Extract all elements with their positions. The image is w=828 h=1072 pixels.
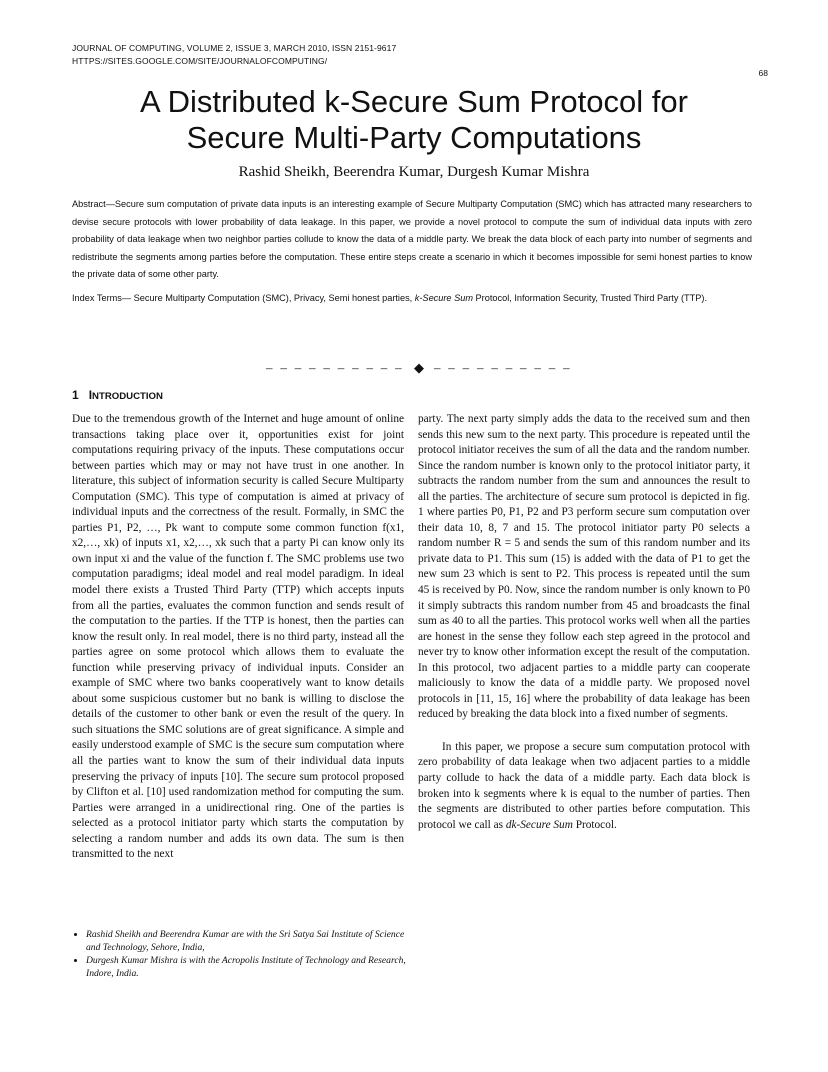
paper-title-line2: Secure Multi-Party Computations [186, 120, 642, 155]
index-terms-italic: k-Secure Sum [414, 293, 473, 303]
right-column [418, 412, 750, 833]
divider-left: – – – – – – – – – – [266, 360, 404, 375]
journal-header-line1: JOURNAL OF COMPUTING, VOLUME 2, ISSUE 3, MARCH 2010, ISSN 2151-9617 [72, 43, 397, 53]
paper-title [0, 84, 828, 156]
section-divider [266, 360, 572, 376]
index-terms-text-end: Protocol, Information Security, Trusted Third Party (TTP). [473, 293, 708, 303]
page-number: 68 [758, 68, 768, 78]
abstract: Abstract—Secure sum computation of private data inputs is an interesting example of Secure Multiparty Computation (SMC) which has attracted many researchers to devise secure protocols with lower probability of data leakage. In this paper, we provide a novel protocol to compute the sum of individual data inputs with zero probability of data leakage when two neighbor parties collude to know the data of a middle party. We break the data block of each party into number of segments and redistribute the segments among parties before the computation. These entire steps create a scenario in which it becomes impossible for semi honest parties to know the private data of some other party. [72, 199, 752, 279]
index-terms-text: Index Terms— Secure Multiparty Computation (SMC), Privacy, Semi honest parties, [72, 293, 415, 303]
journal-header-line2: HTTPS://SITES.GOOGLE.COM/SITE/JOURNALOFCOMPUTING/ [72, 56, 328, 66]
right-column-paragraph-1: party. The next party simply adds the data to the received sum and then sends this new sum to the next party. This procedure is repeated until the protocol initiator receives the sum of all the data and the random number. Since the random number is known only to the protocol initiator party, it subtracts the random number from the sum and announces the result to all the parties. The architecture of secure sum protocol is depicted in fig. 1 where parties P0, P1, P2 and P3 perform secure sum computation over their data 10, 8, 7 and 15. The protocol initiator party P0 selects a random number R = 5 and sends the sum of this random number and its private data to P1. This sum (15) is added with the data of P1 to get the new sum 23 which is sent to P2. This process is repeated until the sum 45 is received by P0. Now, since the random number is only known to P0 it simply subtracts this random number from 45 and broadcasts the final sum as 40 to all the parties. This protocol works well when all the parties are honest in the sense they follow each step agreed in the protocol and never try to know other information except the result of the computation. In this protocol, two adjacent parties to a middle party can cooperate maliciously to know the data of a middle party. We proposed novel protocols in [11, 15, 16] where the probability of data leakage has been reduced by breaking the data block into a fixed number of segments. [418, 413, 750, 721]
paper-authors: Rashid Sheikh, Beerendra Kumar, Durgesh Kumar Mishra [238, 164, 590, 180]
right-column-paragraph-2-end: Protocol. [572, 818, 617, 831]
footnote-item: • Durgesh Kumar Mishra is with the Acropolis Institute of Technology and Research, Indore, India. [86, 954, 412, 980]
right-column-paragraph-2 [418, 740, 750, 833]
left-column-paragraph: Due to the tremendous growth of the Internet and huge amount of online transactions taking place over it, opportunities exist for joint computations requiring privacy of the inputs. These computations occur between parties which may or may not have trust in one another. In literature, this subject of information security is called Secure Multiparty Computation (SMC). This type of computation is aimed at privacy of individual inputs and the correctness of the result. Formally, in SMC the parties P1, P2, …, Pk want to compute some common function f(x1, x2,…, xk) of inputs x1, x2,…, xk such that a party Pi can know only its own input xi and the value of the function f. The SMC problems use two computation paradigms; ideal model and real model paradigm. In ideal model there exists a Trusted Third Party (TTP) which accepts inputs from all the parties, evaluates the common function and sends result of the computation to the parties. If the TTP is honest, then the parties can know the result only. In real model, there is no third party, instead all the parties agree on some protocol which allows them to evaluate the function while preserving privacy of individual inputs. Consider an example of SMC where two banks cooperatively want to know details about some suspicious customer but no bank is willing to disclose the details of the customer to other bank or even the result of the query. In such situations the SMC solutions are of great significance. A simple and easily understood example of SMC is the secure sum computation where all the parties want to know the sum of their individual data inputs preserving the privacy of inputs [10]. The secure sum protocol proposed by Clifton et al. [10] used randomization method for computing the sum. Parties were arranged in a unidirectional ring. One of the parties is selected as a protocol initiator party which starts the computation by selecting a random number and adds its own data. The sum is then transmitted to the next [72, 413, 404, 861]
divider-diamond-icon: ◆ [413, 360, 424, 375]
right-column-paragraph-2-text: In this paper, we propose a secure sum computation protocol with zero probability of data leakage when two adjacent parties to a middle party collude to hack the data of a middle party. Each data block is broken into k segments where k is equal to the number of parties. Then the segments are distributed to other parties before computation. This protocol we call as [418, 740, 750, 831]
protocol-name: dk-Secure Sum [505, 818, 573, 831]
footnotes [72, 928, 412, 980]
footnote-item: • Rashid Sheikh and Beerendra Kumar are with the Sri Satya Sai Institute of Science and Technology, Sehore, India, [86, 928, 412, 954]
paper-title-line1: A Distributed k-Secure Sum Protocol for [140, 84, 688, 119]
section-heading [72, 388, 163, 402]
index-terms [72, 290, 752, 308]
section-title-rest: NTRODUCTION [92, 391, 163, 402]
section-title-initial: I [88, 388, 93, 402]
section-number: 1 [72, 388, 79, 402]
divider-right: – – – – – – – – – – [433, 360, 572, 375]
left-column [72, 412, 404, 863]
journal-header [72, 42, 396, 68]
